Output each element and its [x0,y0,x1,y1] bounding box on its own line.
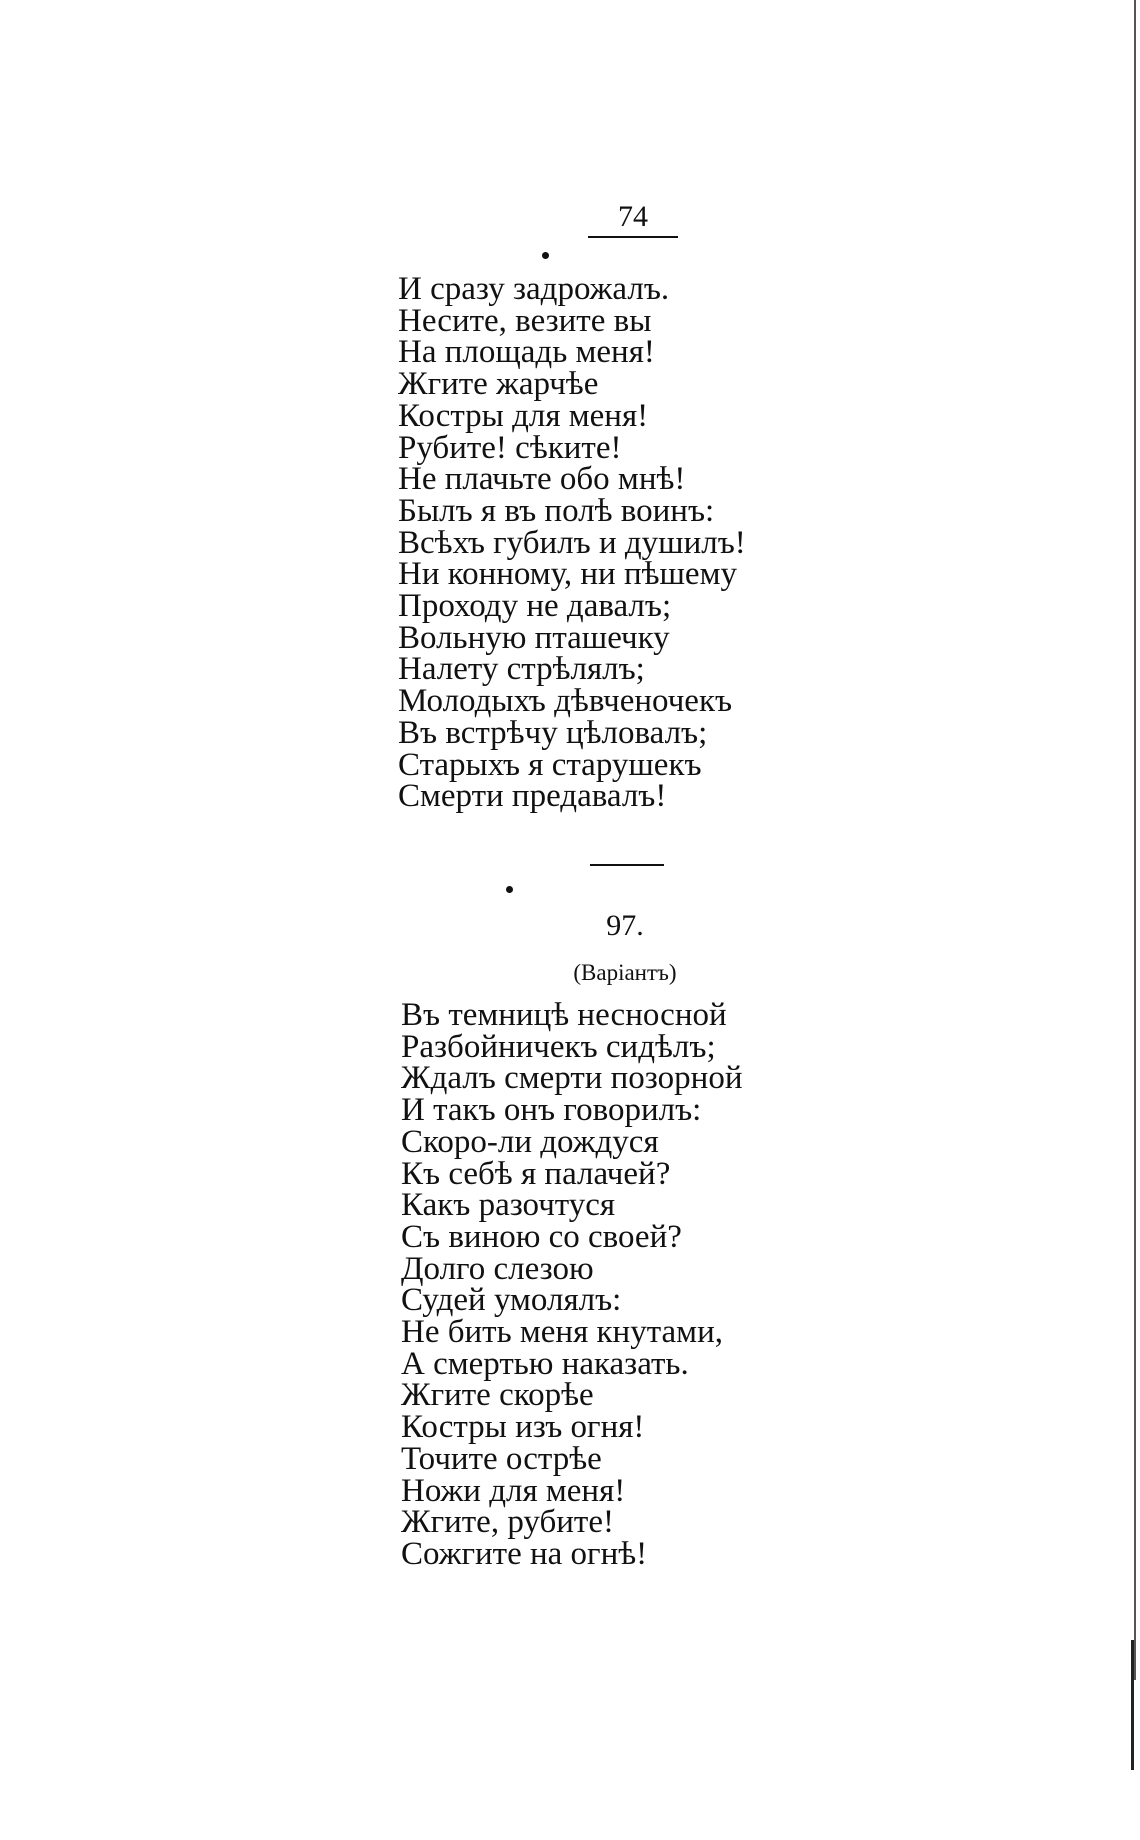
poem-line: Ножи для меня! [401,1472,626,1509]
poem-line: И сразу задрожалъ. [398,271,670,307]
poem-line: Жгите жарчѣе [398,366,599,403]
page-edge [1131,1640,1134,1770]
poem-line: Точите острѣе [401,1440,602,1477]
poem-line: Налету стрѣлялъ; [398,651,645,688]
page-edge [1134,0,1136,1680]
poem-continued [398,271,746,815]
poem-line: Вольную пташечку [398,619,670,656]
poem-line: Всѣхъ губилъ и душилъ! [398,524,746,561]
poem-line: И такъ онъ говорилъ: [401,1092,702,1129]
poem-line: Жгите, рубите! [401,1504,614,1541]
poem-line: Въ темницѣ несносной [401,997,727,1033]
poem-line: Разбойничекъ сидѣлъ; [401,1028,716,1065]
poem-variant-note: (Варiантъ) [573,960,677,985]
ink-dot [506,886,513,893]
poem-line: Костры изъ огня! [401,1409,645,1446]
poem-line: Сожгите на огнѣ! [401,1535,648,1572]
poem-line: Старыхъ я старушекъ [398,746,702,783]
poem-line: На площадь меня! [398,334,655,371]
poem-line: Судей умолялъ: [401,1282,622,1319]
poem-line: Жгите скорѣе [401,1377,594,1414]
poem-line: Съ виною со своей? [401,1218,682,1255]
poem-line: Костры для меня! [398,397,649,434]
section-divider [590,864,664,866]
poem-number: 97. [606,909,644,942]
poem-line: Былъ я въ полѣ воинъ: [398,492,715,529]
poem-line: Какъ разочтуся [401,1187,616,1224]
poem-line: Не бить меня кнутами, [401,1314,723,1351]
poem-line: Къ себѣ я палачей? [401,1155,671,1192]
page-number: 74 [588,200,678,238]
poem-line: Рубите! сѣките! [398,429,622,466]
poem-line: Молодыхъ дѣвченочекъ [398,683,733,720]
poem-line: Въ встрѣчу цѣловалъ; [398,714,708,751]
poem-line: Несите, везите вы [398,302,652,339]
poem-line: Ни конному, ни пѣшему [398,556,737,593]
poem-line: Долго слезою [401,1250,594,1287]
poem-line: Смерти предавалъ! [398,778,667,815]
poem-line: Проходу не давалъ; [398,588,672,625]
poem-line: Не плачьте обо мнѣ! [398,461,686,498]
poem-line: А смертью наказать. [401,1345,689,1382]
poem-line: Ждалъ смерти позорной [401,1060,743,1097]
poem-variant [401,997,743,1572]
ink-dot [542,252,549,259]
poem-line: Скоро-ли дождуся [401,1123,659,1160]
